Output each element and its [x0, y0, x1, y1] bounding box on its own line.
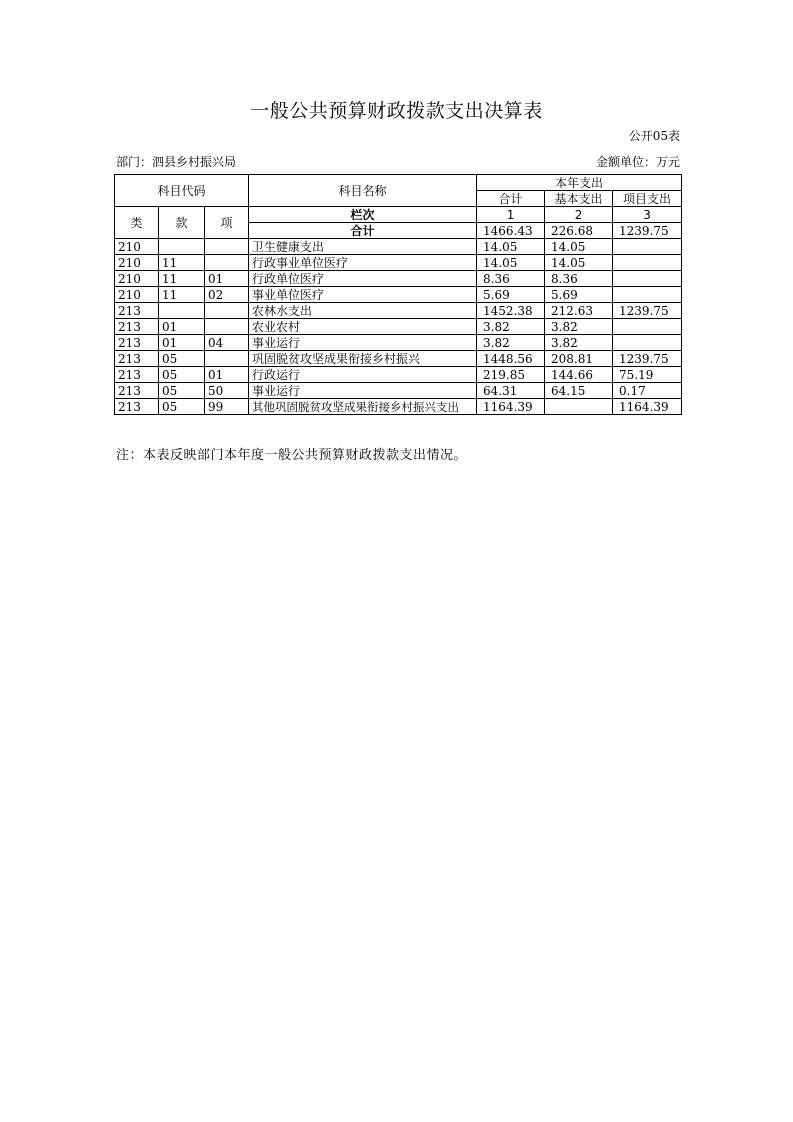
row-basic: 144.66 — [545, 367, 613, 383]
row-total: 1164.39 — [477, 399, 545, 415]
row-cat: 213 — [115, 399, 159, 415]
row-name: 卫生健康支出 — [249, 239, 477, 255]
row-project: 75.19 — [613, 367, 682, 383]
row-xiang: 04 — [205, 335, 249, 351]
row-kuan: 05 — [159, 351, 205, 367]
row-kuan: 01 — [159, 319, 205, 335]
table-row — [115, 271, 682, 287]
row-cat: 213 — [115, 319, 159, 335]
row-total: 1448.56 — [477, 351, 545, 367]
header-col1: 1 — [477, 207, 545, 223]
header-basic: 基本支出 — [545, 191, 613, 207]
table-row — [115, 255, 682, 271]
row-cat: 210 — [115, 255, 159, 271]
row-kuan: 11 — [159, 255, 205, 271]
row-basic: 64.15 — [545, 383, 613, 399]
row-basic: 3.82 — [545, 319, 613, 335]
row-xiang — [205, 239, 249, 255]
row-kuan: 11 — [159, 271, 205, 287]
row-xiang: 02 — [205, 287, 249, 303]
header-year-expense: 本年支出 — [477, 175, 682, 191]
footnote: 注：本表反映部门本年度一般公共预算财政拨款支出情况。 — [116, 448, 468, 463]
sum-total: 1466.43 — [477, 223, 545, 239]
row-total: 3.82 — [477, 319, 545, 335]
row-kuan: 01 — [159, 335, 205, 351]
table-row — [115, 383, 682, 399]
row-basic: 8.36 — [545, 271, 613, 287]
table-row — [115, 303, 682, 319]
row-total: 8.36 — [477, 271, 545, 287]
row-project — [613, 319, 682, 335]
row-name: 事业运行 — [249, 383, 477, 399]
expenditure-table — [114, 174, 682, 415]
row-name: 农林水支出 — [249, 303, 477, 319]
table-row — [115, 287, 682, 303]
row-total: 219.85 — [477, 367, 545, 383]
row-xiang — [205, 255, 249, 271]
row-basic: 14.05 — [545, 255, 613, 271]
row-xiang — [205, 319, 249, 335]
row-basic: 212.63 — [545, 303, 613, 319]
row-name: 事业单位医疗 — [249, 287, 477, 303]
row-project — [613, 335, 682, 351]
sum-project: 1239.75 — [613, 223, 682, 239]
row-xiang — [205, 351, 249, 367]
row-kuan — [159, 303, 205, 319]
row-xiang: 01 — [205, 367, 249, 383]
header-col3: 3 — [613, 207, 682, 223]
row-kuan — [159, 239, 205, 255]
row-name: 事业运行 — [249, 335, 477, 351]
row-total: 1452.38 — [477, 303, 545, 319]
row-name: 行政运行 — [249, 367, 477, 383]
amount-unit-label: 金额单位：万元 — [595, 155, 680, 169]
row-kuan: 11 — [159, 287, 205, 303]
row-cat: 213 — [115, 335, 159, 351]
header-name: 科目名称 — [249, 175, 477, 207]
table-row — [115, 335, 682, 351]
row-xiang — [205, 303, 249, 319]
row-name: 巩固脱贫攻坚成果衔接乡村振兴 — [249, 351, 477, 367]
row-name: 行政事业单位医疗 — [249, 255, 477, 271]
row-cat: 210 — [115, 239, 159, 255]
row-project: 1239.75 — [613, 303, 682, 319]
row-kuan: 05 — [159, 367, 205, 383]
row-xiang: 99 — [205, 399, 249, 415]
row-project: 1239.75 — [613, 351, 682, 367]
row-xiang: 50 — [205, 383, 249, 399]
header-code: 科目代码 — [115, 175, 249, 207]
row-total: 3.82 — [477, 335, 545, 351]
header-kuan: 款 — [159, 207, 205, 239]
row-total: 14.05 — [477, 239, 545, 255]
header-total: 合计 — [477, 191, 545, 207]
row-project — [613, 271, 682, 287]
row-cat: 213 — [115, 383, 159, 399]
row-project — [613, 287, 682, 303]
header-row-1 — [115, 175, 682, 191]
row-name: 行政单位医疗 — [249, 271, 477, 287]
sum-basic: 226.68 — [545, 223, 613, 239]
table-row — [115, 239, 682, 255]
row-cat: 210 — [115, 271, 159, 287]
row-project: 1164.39 — [613, 399, 682, 415]
form-number: 公开05表 — [628, 129, 680, 143]
table-row — [115, 367, 682, 383]
row-total: 14.05 — [477, 255, 545, 271]
sum-label: 合计 — [249, 223, 477, 239]
row-total: 5.69 — [477, 287, 545, 303]
row-basic: 208.81 — [545, 351, 613, 367]
table-row — [115, 319, 682, 335]
page-title: 一般公共预算财政拨款支出决算表 — [250, 100, 543, 122]
row-project: 0.17 — [613, 383, 682, 399]
header-row-3 — [115, 207, 682, 223]
row-cat: 210 — [115, 287, 159, 303]
header-lanci: 栏次 — [249, 207, 477, 223]
row-basic: 3.82 — [545, 335, 613, 351]
header-project: 项目支出 — [613, 191, 682, 207]
table-row — [115, 399, 682, 415]
row-total: 64.31 — [477, 383, 545, 399]
header-xiang: 项 — [205, 207, 249, 239]
row-cat: 213 — [115, 303, 159, 319]
row-project — [613, 255, 682, 271]
row-name: 其他巩固脱贫攻坚成果衔接乡村振兴支出 — [249, 399, 477, 415]
row-basic: 5.69 — [545, 287, 613, 303]
header-col2: 2 — [545, 207, 613, 223]
row-cat: 213 — [115, 351, 159, 367]
row-name: 农业农村 — [249, 319, 477, 335]
table-row — [115, 351, 682, 367]
row-project — [613, 239, 682, 255]
row-xiang: 01 — [205, 271, 249, 287]
row-basic — [545, 399, 613, 415]
department-label: 部门：泗县乡村振兴局 — [116, 155, 237, 169]
row-kuan: 05 — [159, 383, 205, 399]
row-kuan: 05 — [159, 399, 205, 415]
row-basic: 14.05 — [545, 239, 613, 255]
row-cat: 213 — [115, 367, 159, 383]
header-cat: 类 — [115, 207, 159, 239]
